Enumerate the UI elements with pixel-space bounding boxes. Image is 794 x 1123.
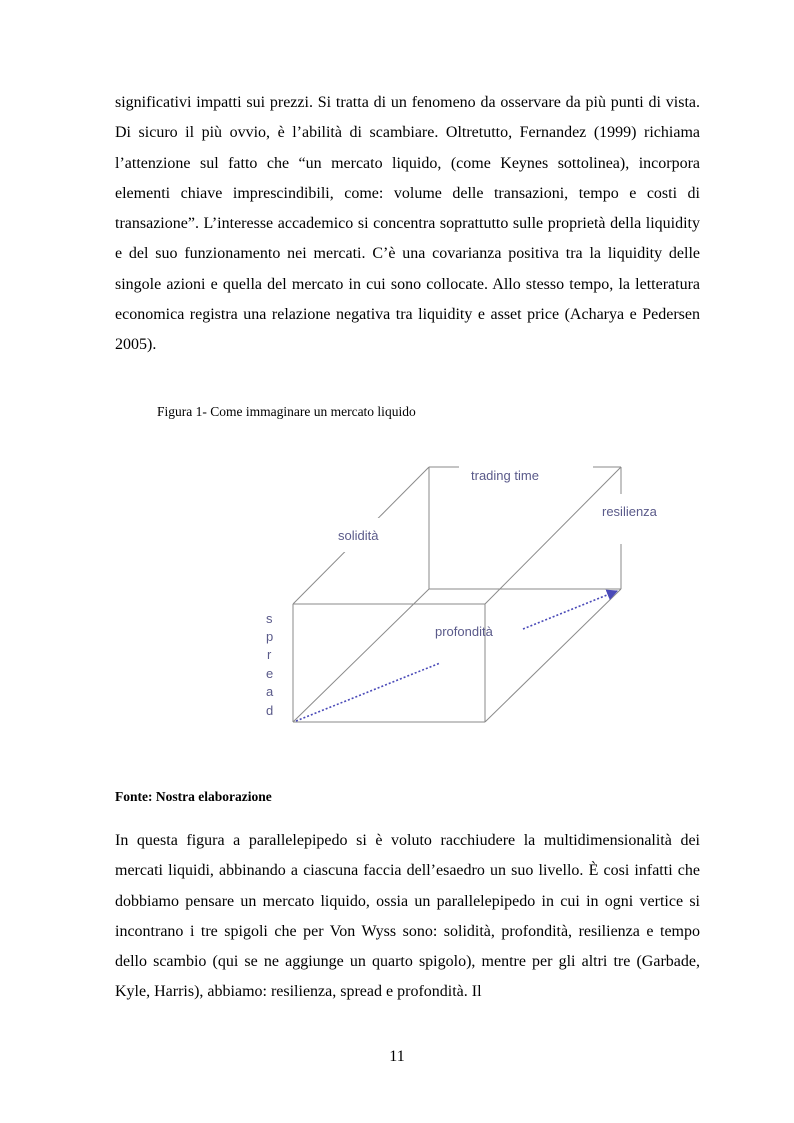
figure-source: Fonte: Nostra elaborazione bbox=[115, 789, 272, 804]
figure-caption: Figura 1- Come immaginare un mercato liquido bbox=[157, 404, 416, 419]
page-number: 11 bbox=[389, 1048, 405, 1065]
label-profondita: profondità bbox=[435, 624, 493, 639]
label-spread-letter: e bbox=[266, 666, 274, 681]
body-paragraph-bottom: In questa figura a parallelepipedo si è voluto racchiudere la multidimensionalità dei mercati liquidi, abbinando a ciascuna faccia dell’esaedro un suo livello. È cosi infatti che dobbiamo pensare un mercato liquido, ossia un parallelepipedo in cui in ogni vertice si incontrano i tre spigoli che per Von Wyss sono: solidità, profondità, resilienza e tempo dello scambio (qui se ne aggiunge un quarto spigolo), mentre per gli altri tre (Garbade, Kyle, Harris), abbiamo: resilienza, spread e profondità. Il bbox=[115, 832, 700, 1001]
label-trading-time: trading time bbox=[471, 468, 539, 483]
edge-depth-bottom-right bbox=[485, 589, 621, 722]
label-spread-letter: p bbox=[266, 629, 274, 644]
profondita-arrow-front bbox=[296, 663, 440, 721]
label-spread-letter: a bbox=[266, 684, 274, 699]
label-spread-letter: r bbox=[267, 647, 272, 662]
edge-depth-bottom-left bbox=[293, 589, 429, 722]
profondita-arrow-back bbox=[523, 591, 617, 629]
label-solidita: solidità bbox=[338, 528, 379, 543]
body-paragraph-top: significativi impatti sui prezzi. Si tratta di un fenomeno da osservare da più punti di vista. Di sicuro il più ovvio, è l’abilità di scambiare. Oltretutto, Fernandez (1999) richiama l’attenzione sul fatto che “un mercato liquido, (come Keynes sottolinea), incorpora elementi chiave imprescindibili, come: volume delle transazioni, tempo e costi di transazione”. L’interesse accademico si concentra soprattutto sulle proprietà della liquidity e del suo funzionamento nei mercati. C’è una covarianza positiva tra la liquidity delle singole azioni e quella del mercato in cui sono collocate. Allo stesso tempo, la letteratura economica registra una relazione negativa tra liquidity e asset price (Acharya e Pedersen 2005). bbox=[115, 94, 700, 354]
edge-depth-top-right bbox=[485, 467, 621, 604]
label-spread-letter: d bbox=[266, 703, 274, 718]
label-spread-letter: s bbox=[266, 611, 273, 626]
label-resilienza: resilienza bbox=[602, 504, 657, 519]
